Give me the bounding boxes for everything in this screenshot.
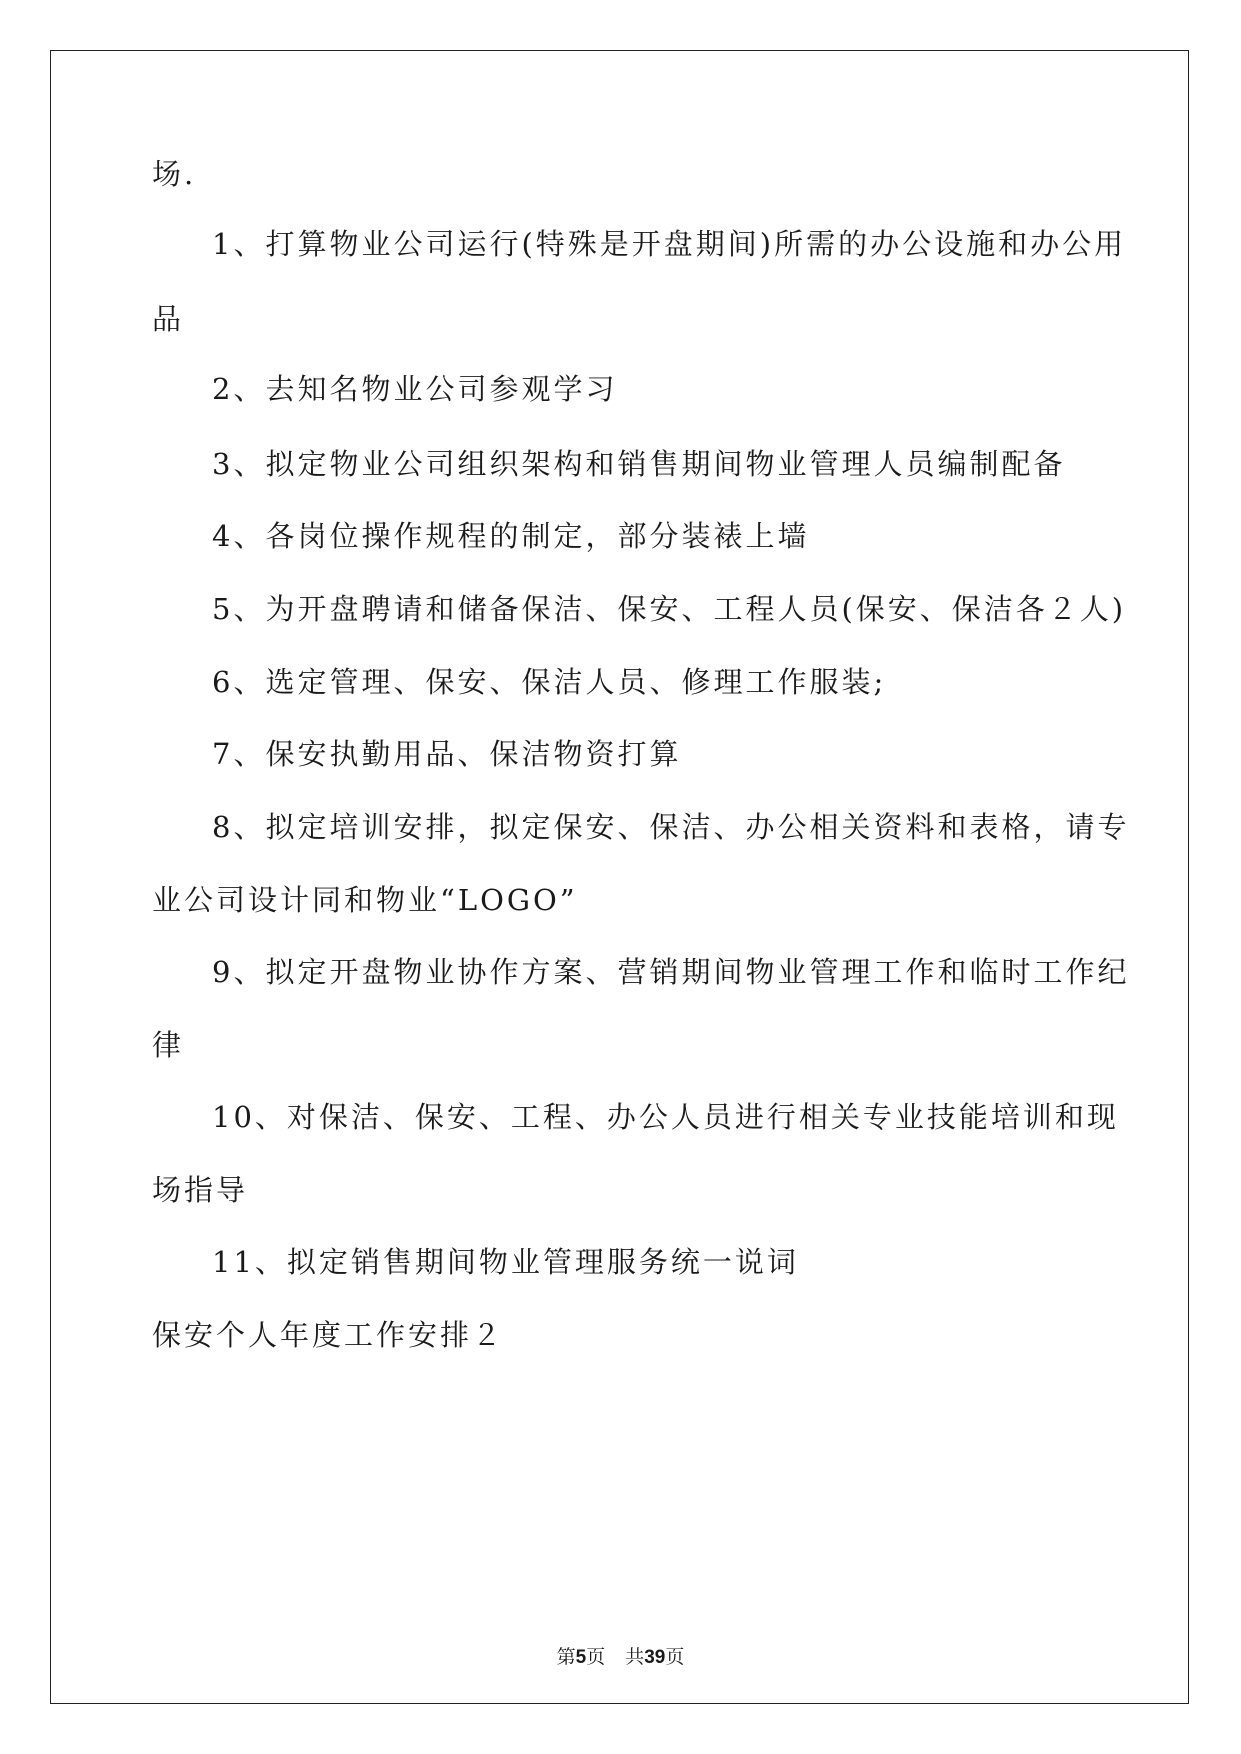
text-line: 3、拟定物业公司组织架构和销售期间物业管理人员编制配备 bbox=[212, 447, 1066, 481]
text-line: 业公司设计同和物业“LOGO” bbox=[152, 883, 578, 917]
section-heading: 保安个人年度工作安排２ bbox=[152, 1318, 505, 1352]
page-footer bbox=[0, 1642, 1241, 1669]
text-line: 5、为开盘聘请和储备保洁、保安、工程人员(保安、保洁各２人) bbox=[212, 592, 1127, 626]
text-line: 品 bbox=[152, 302, 185, 336]
page-prefix: 第 bbox=[556, 1646, 576, 1668]
text-line: 10、对保洁、保安、工程、办公人员进行相关专业技能培训和现 bbox=[212, 1100, 1119, 1134]
text-line: 律 bbox=[152, 1028, 185, 1062]
text-line: 9、拟定开盘物业协作方案、营销期间物业管理工作和临时工作纪 bbox=[212, 955, 1130, 989]
text-line: 8、拟定培训安排，拟定保安、保洁、办公相关资料和表格，请专 bbox=[212, 810, 1130, 844]
text-line: 2、去知名物业公司参观学习 bbox=[212, 372, 618, 406]
text-line: 6、选定管理、保安、保洁人员、修理工作服装; bbox=[212, 665, 887, 699]
page-number: 5 bbox=[575, 1647, 587, 1668]
page-border bbox=[50, 50, 1189, 1704]
total-pages: 39 bbox=[644, 1647, 666, 1668]
text-line: 7、保安执勤用品、保洁物资打算 bbox=[212, 737, 682, 771]
text-line: 场指导 bbox=[152, 1173, 249, 1207]
text-line: 1、打算物业公司运行(特殊是开盘期间)所需的办公设施和办公用 bbox=[212, 227, 1127, 261]
text-line: 4、各岗位操作规程的制定，部分装裱上墙 bbox=[212, 519, 810, 553]
total-prefix: 共 bbox=[625, 1646, 645, 1668]
page-suffix: 页 bbox=[586, 1646, 606, 1668]
text-line: 11、拟定销售期间物业管理服务统一说词 bbox=[212, 1245, 799, 1279]
text-line: 场. bbox=[152, 157, 197, 191]
total-suffix: 页 bbox=[665, 1646, 685, 1668]
